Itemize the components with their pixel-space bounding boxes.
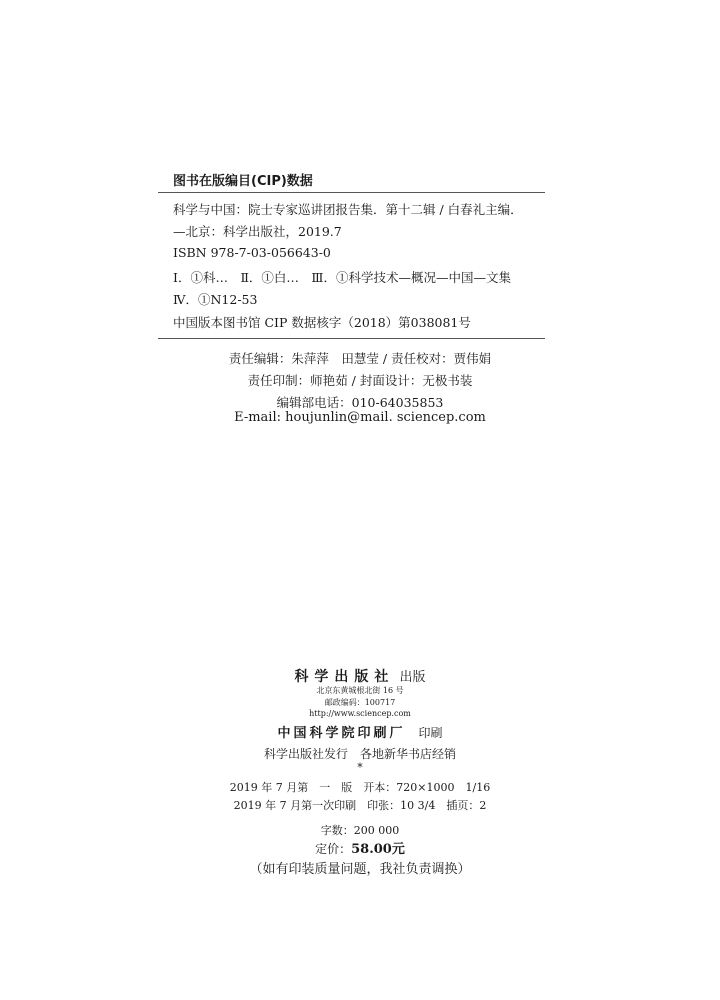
publisher-line — [0, 666, 720, 686]
publisher-postcode: 邮政编码：100717 — [324, 698, 396, 707]
cip-line-title: 科学与中国：院士专家巡讲团报告集．第十二辑 / 白春礼主编． — [173, 202, 523, 217]
cip-bottom-rule — [158, 338, 545, 339]
edition-line-2: 2019 年 7 月第一次印刷 印张：10 3/4 插页：2 — [233, 799, 487, 812]
edition-line-1: 2019 年 7 月第 一 版 开本：720×1000 1/16 — [229, 781, 491, 794]
publisher-website: http://www.sciencep.com — [309, 709, 411, 718]
cip-line-isbn: ISBN 978-7-03-056643-0 — [173, 245, 331, 260]
price-value: 58.00元 — [351, 842, 405, 857]
printer-name: 中国科学院印刷厂 — [277, 726, 406, 741]
word-count: 字数：200 000 — [320, 824, 400, 837]
credits-editors: 责任编辑：朱萍萍 田慧莹 / 责任校对：贾伟娟 — [228, 351, 492, 366]
quality-notice: （如有印装质量问题，我社负责调换） — [249, 862, 471, 877]
cip-top-rule — [158, 192, 545, 193]
credits-production: 责任印制：师艳茹 / 封面设计：无极书装 — [247, 373, 473, 388]
printer-line — [0, 722, 720, 741]
publisher-action: 出版 — [399, 670, 426, 685]
distribution: 科学出版社发行 各地新华书店经销 — [263, 747, 456, 761]
separator: * — [357, 761, 363, 774]
publisher-name: 科学出版社 — [294, 669, 395, 685]
credits-email: E-mail: houjunlin@mail. sciencep.com — [234, 410, 486, 425]
cip-line-cip-number: 中国版本图书馆 CIP 数据核字（2018）第038081号 — [173, 315, 471, 330]
cip-title: 图书在版编目(CIP)数据 — [173, 174, 313, 189]
price-line — [0, 838, 720, 857]
cip-line-classification: Ⅳ．①N12-53 — [173, 292, 258, 307]
printer-action: 印刷 — [418, 726, 443, 740]
credits-phone: 编辑部电话：010-64035853 — [276, 395, 444, 410]
cip-line-publisher: —北京：科学出版社，2019.7 — [173, 224, 342, 239]
publisher-address: 北京东黄城根北街 16 号 — [316, 686, 404, 695]
cip-line-subjects: Ⅰ．①科… Ⅱ．①白… Ⅲ．①科学技术—概况—中国—文集 — [173, 270, 511, 285]
price-label: 定价： — [315, 842, 352, 856]
